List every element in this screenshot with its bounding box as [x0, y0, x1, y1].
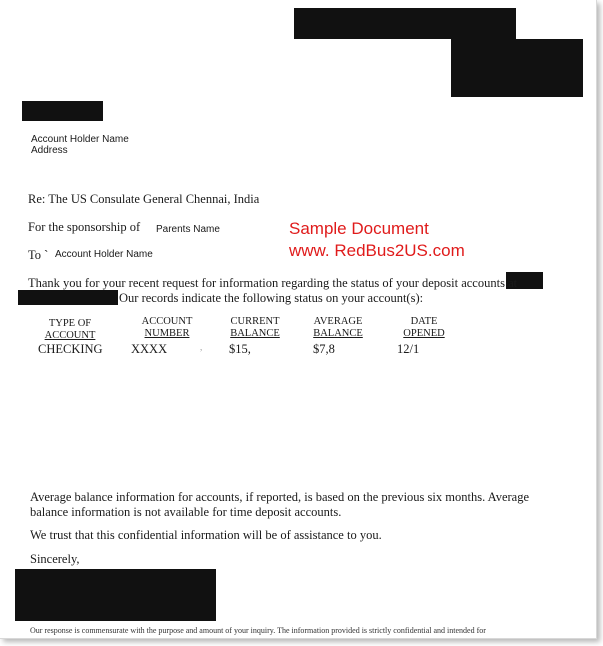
- redacted-signature: [15, 569, 216, 621]
- footer-disclaimer: Our response is commensurate with the purpose and amount of your inquiry. The information provided is strictly confidential and intended for: [30, 626, 486, 635]
- col-header-number-line2: NUMBER: [144, 328, 190, 339]
- col-header-number: [127, 316, 207, 340]
- col-header-current-line1: CURRENT: [230, 316, 280, 327]
- row-number-fragment: ,: [200, 342, 203, 352]
- col-header-opened-line2: OPENED: [403, 328, 445, 339]
- sponsorship-label: For the sponsorship of: [28, 220, 141, 234]
- redacted-letterhead-top: [294, 8, 516, 39]
- col-header-current-line2: BALANCE: [230, 328, 280, 339]
- col-header-opened-line1: DATE: [410, 316, 438, 327]
- col-header-type-line1: TYPE OF: [48, 318, 92, 329]
- redacted-date: [22, 101, 103, 121]
- col-header-type-line2: ACCOUNT: [44, 330, 96, 341]
- watermark-line-1: Sample Document: [289, 219, 429, 238]
- row-account-number: XXXX: [131, 342, 168, 356]
- redacted-letterhead-right: [451, 39, 583, 97]
- note-line-2: balance information is not available for time deposit accounts.: [30, 505, 342, 519]
- col-header-current: [215, 316, 295, 340]
- intro-line-1: Thank you for your recent request for information regarding the status of your deposit accounts at: [28, 276, 518, 290]
- row-date-opened: 12/1: [397, 342, 420, 356]
- recipient-name: Account Holder Name: [31, 134, 129, 145]
- col-header-average-line1: AVERAGE: [313, 316, 363, 327]
- row-account-type: CHECKING: [38, 342, 103, 356]
- re-line: Re: The US Consulate General Chennai, India: [28, 192, 260, 206]
- to-label: To `: [28, 248, 49, 262]
- row-average-balance: $7,8: [313, 342, 335, 356]
- col-header-average-line2: BALANCE: [313, 328, 363, 339]
- row-current-balance: $15,: [229, 342, 251, 356]
- col-header-number-line1: ACCOUNT: [141, 316, 193, 327]
- intro-line-2: Our records indicate the following status on your account(s):: [119, 291, 424, 305]
- redacted-bank-name-cont: [18, 290, 118, 305]
- col-header-opened: [384, 316, 464, 340]
- recipient-address: Address: [31, 145, 68, 156]
- closing: Sincerely,: [30, 552, 80, 566]
- to-name: Account Holder Name: [55, 249, 153, 260]
- trust-line: We trust that this confidential information will be of assistance to you.: [30, 528, 382, 542]
- col-header-type: [30, 318, 110, 342]
- sponsorship-name: Parents Name: [156, 224, 220, 235]
- col-header-average: [298, 316, 378, 340]
- note-line-1: Average balance information for accounts, if reported, is based on the previous six months. Average: [30, 490, 530, 504]
- watermark-line-2: www. RedBus2US.com: [289, 241, 465, 260]
